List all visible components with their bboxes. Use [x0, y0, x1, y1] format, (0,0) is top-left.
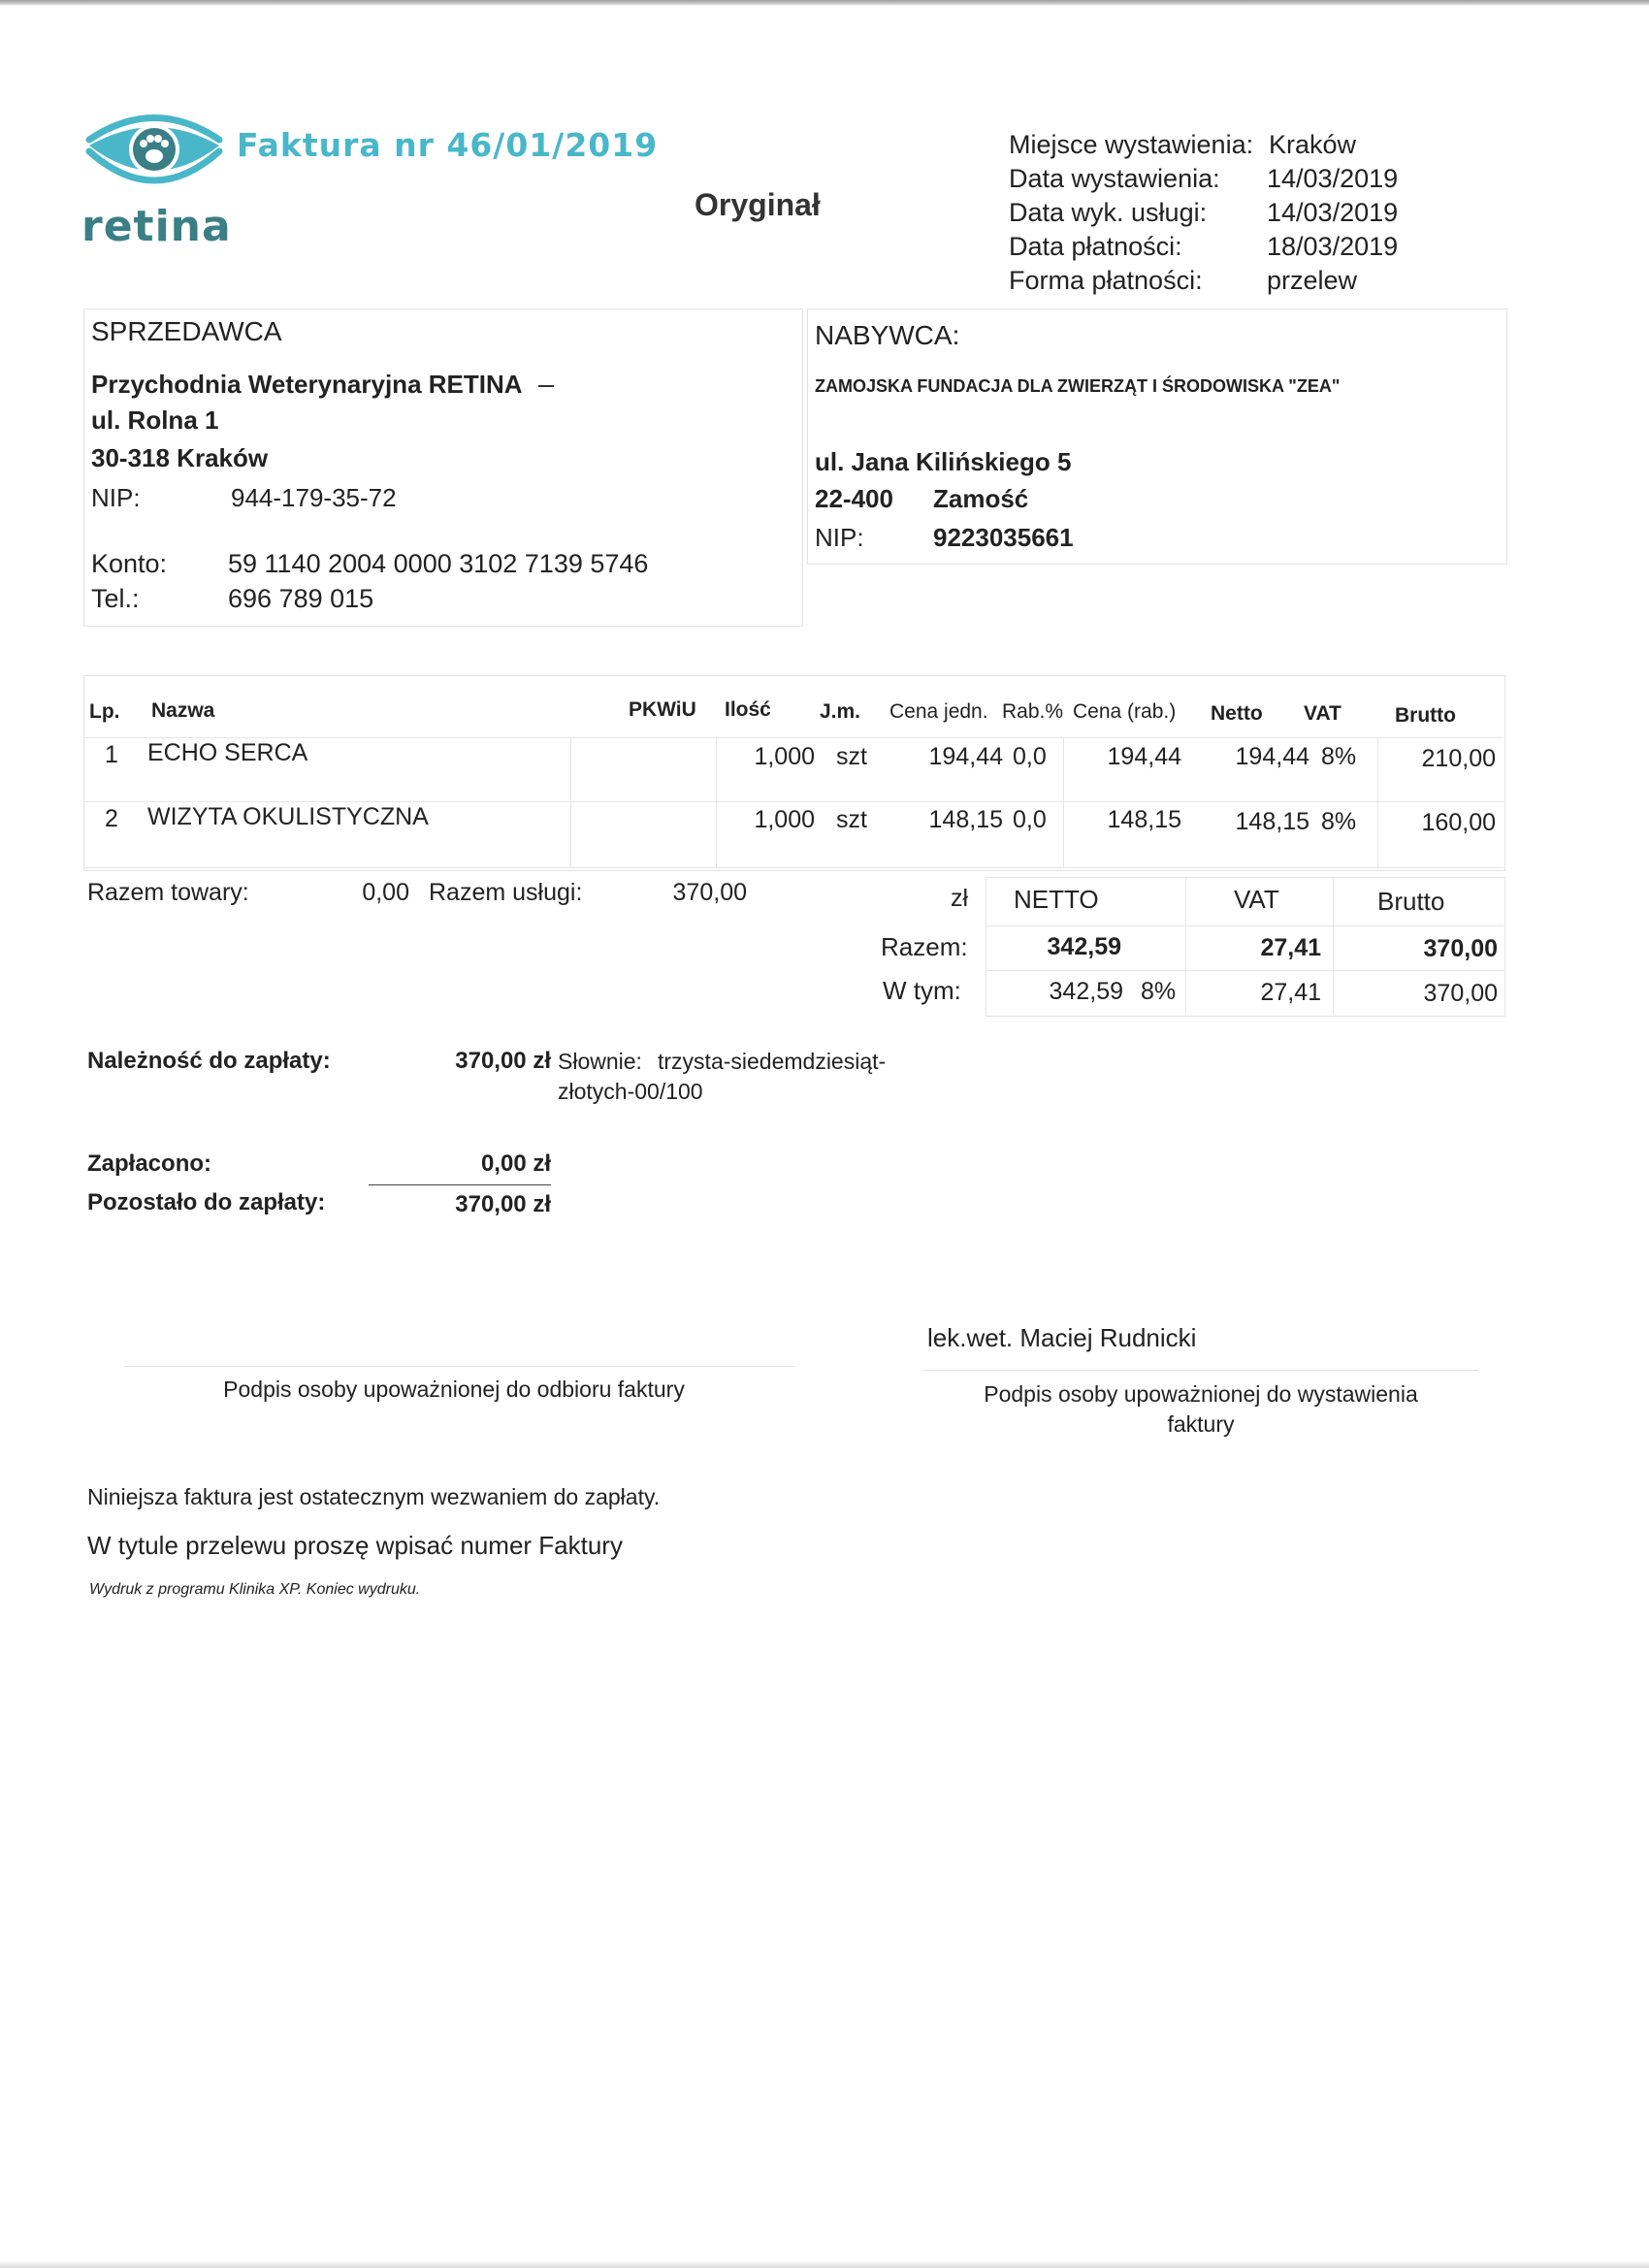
seller-nip-label: NIP:: [91, 483, 141, 512]
meta-label: Miejsce wystawienia:: [1009, 130, 1254, 159]
meta-row: [1009, 162, 1513, 196]
invoice-meta: [1009, 128, 1513, 298]
razem-label: Razem:: [881, 932, 968, 961]
seller-tel: 696 789 015: [228, 584, 374, 613]
vat-col-vat: VAT: [1234, 885, 1279, 914]
meta-value: 14/03/2019: [1267, 198, 1399, 227]
cell-name: ECHO SERCA: [147, 739, 308, 766]
amount-in-words-line2: złotych-00/100: [558, 1079, 703, 1104]
buyer-nip-label: NIP:: [815, 523, 864, 552]
issuer-name: lek.wet. Maciej Rudnicki: [927, 1323, 1197, 1352]
copy-label: Oryginał: [695, 187, 821, 222]
table-col-divider: [716, 737, 717, 867]
col-header-price-disc: Cena (rab.): [1073, 700, 1177, 723]
meta-value: przelew: [1267, 266, 1358, 295]
cell-unit: szt: [836, 743, 867, 770]
col-header-unit: J.m.: [820, 700, 861, 723]
seller-name-text: Przychodnia Weterynaryjna RETINA: [91, 370, 522, 399]
razem-vat: 27,41: [1260, 934, 1321, 961]
col-header-name: Nazwa: [151, 699, 215, 722]
table-divider: [83, 867, 1504, 868]
amount-in-words-line1: trzysta-siedemdziesiąt-: [658, 1049, 887, 1074]
cell-unit: szt: [836, 806, 867, 833]
cell-net: 148,15: [1235, 808, 1310, 835]
items-table: [83, 675, 1505, 871]
signature-caption-receiver: Podpis osoby upoważnionej do odbioru faktury: [223, 1377, 685, 1402]
buyer-nip: 9223035661: [933, 523, 1074, 552]
cell-discount: 0,0: [1013, 743, 1047, 770]
col-header-vat: VAT: [1304, 702, 1342, 725]
cell-lp: 1: [105, 741, 118, 768]
seller-heading: SPRZEDAWCA: [91, 316, 282, 346]
cell-qty: 1,000: [754, 806, 815, 833]
cell-vat: 8%: [1321, 808, 1357, 835]
transfer-note: W tytule przelewu proszę wpisać numer Faktury: [87, 1531, 623, 1560]
col-header-qty: Ilość: [725, 698, 771, 721]
amount-in-words-label: Słownie:: [558, 1049, 642, 1074]
signature-line-issuer: [923, 1370, 1478, 1371]
vat-table-divider: [986, 970, 1504, 971]
seller-account: 59 1140 2004 0000 3102 7139 5746: [228, 549, 649, 578]
seller-city: 30-318 Kraków: [91, 443, 269, 472]
cell-discount: 0,0: [1013, 806, 1047, 833]
paid-underline: [369, 1184, 551, 1185]
meta-value: Kraków: [1269, 130, 1357, 159]
meta-label: Data wystawienia:: [1009, 164, 1220, 193]
table-divider: [83, 737, 1504, 738]
vat-table-col-divider: [1185, 877, 1186, 1015]
razem-gross: 370,00: [1423, 935, 1498, 962]
table-divider: [83, 801, 1504, 802]
vat-col-gross: Brutto: [1377, 887, 1445, 916]
col-header-discount: Rab.%: [1002, 700, 1064, 723]
scan-edge-bottom: [0, 2260, 1649, 2268]
wtym-vat: 27,41: [1260, 979, 1321, 1006]
vat-table-col-divider: [1333, 877, 1334, 1015]
remaining-label: Pozostało do zapłaty:: [87, 1189, 326, 1215]
currency-label: zł: [951, 885, 969, 912]
table-col-divider: [1377, 737, 1378, 867]
meta-row: [1009, 196, 1513, 230]
goods-value: 0,00: [362, 879, 409, 906]
cell-vat: 8%: [1321, 743, 1357, 770]
eye-paw-icon: [81, 101, 227, 208]
wtym-label: W tym:: [883, 976, 961, 1005]
wtym-net: 342,59: [1049, 978, 1123, 1005]
final-notice: Niniejsza faktura jest ostatecznym wezwaniem do zapłaty.: [87, 1484, 661, 1509]
amount-due-value: 370,00 zł: [455, 1048, 551, 1074]
services-label: Razem usługi:: [429, 879, 583, 906]
meta-row: [1009, 230, 1513, 264]
cell-unit-price: 194,44: [928, 743, 1003, 770]
col-header-lp: Lp.: [89, 700, 120, 723]
cell-lp: 2: [105, 805, 118, 832]
wtym-gross: 370,00: [1423, 980, 1498, 1007]
wtym-rate: 8%: [1141, 978, 1177, 1005]
meta-value: 18/03/2019: [1267, 232, 1399, 261]
meta-value: 14/03/2019: [1267, 164, 1399, 193]
buyer-heading: NABYWCA:: [815, 320, 960, 350]
buyer-name: ZAMOJSKA FUNDACJA DLA ZWIERZĄT I ŚRODOWISKA "ZEA": [815, 376, 1341, 396]
cell-qty: 1,000: [754, 743, 815, 770]
logo-text: retina: [81, 202, 232, 251]
buyer-postcode: 22-400: [815, 484, 893, 513]
razem-net: 342,59: [1047, 933, 1121, 960]
seller-tel-label: Tel.:: [91, 584, 140, 613]
seller-street: ul. Rolna 1: [91, 405, 219, 435]
col-header-unit-price: Cena jedn.: [889, 700, 988, 723]
print-footer: Wydruk z programu Klinika XP. Koniec wydruku.: [89, 1581, 421, 1598]
cell-net: 194,44: [1235, 743, 1310, 770]
cell-gross: 160,00: [1421, 809, 1496, 836]
vat-col-net: NETTO: [1014, 885, 1099, 914]
buyer-street: ul. Jana Kilińskiego 5: [815, 447, 1072, 476]
cell-price-disc: 194,44: [1107, 743, 1181, 770]
meta-row: [1009, 128, 1513, 162]
cell-unit-price: 148,15: [928, 806, 1003, 833]
seller-name: [91, 370, 554, 400]
cell-price-disc: 148,15: [1107, 806, 1181, 833]
services-value: 370,00: [672, 879, 747, 906]
scan-edge-top: [0, 0, 1649, 6]
col-header-net: Netto: [1211, 702, 1263, 725]
invoice-title: Faktura nr 46/01/2019: [237, 126, 659, 164]
col-header-gross: Brutto: [1395, 704, 1456, 727]
signature-line-receiver: [124, 1366, 795, 1367]
meta-label: Forma płatności:: [1009, 266, 1203, 295]
table-col-divider: [1063, 737, 1064, 867]
cell-gross: 210,00: [1421, 745, 1496, 772]
paid-value: 0,00 zł: [480, 1150, 551, 1177]
col-header-pkwiu: PKWiU: [629, 698, 696, 721]
seller-account-label: Konto:: [91, 549, 168, 578]
meta-label: Data wyk. usługi:: [1009, 198, 1208, 227]
remaining-value: 370,00 zł: [455, 1191, 551, 1217]
signature-caption-issuer-line1: Podpis osoby upoważnionej do wystawienia: [984, 1381, 1418, 1407]
table-col-divider: [570, 737, 571, 867]
goods-label: Razem towary:: [87, 879, 249, 906]
cell-name: WIZYTA OKULISTYCZNA: [147, 803, 429, 830]
buyer-city: Zamość: [933, 484, 1029, 513]
meta-label: Data płatności:: [1009, 232, 1182, 261]
meta-row: [1009, 264, 1513, 298]
vat-table-divider: [986, 925, 1504, 926]
paid-label: Zapłacono:: [87, 1150, 212, 1177]
signature-caption-issuer: [923, 1379, 1478, 1440]
signature-caption-issuer-line2: faktury: [1167, 1411, 1235, 1437]
seller-nip: 944-179-35-72: [231, 483, 397, 512]
seller-name-mark: [538, 385, 554, 387]
amount-due-label: Należność do zapłaty:: [87, 1048, 331, 1074]
